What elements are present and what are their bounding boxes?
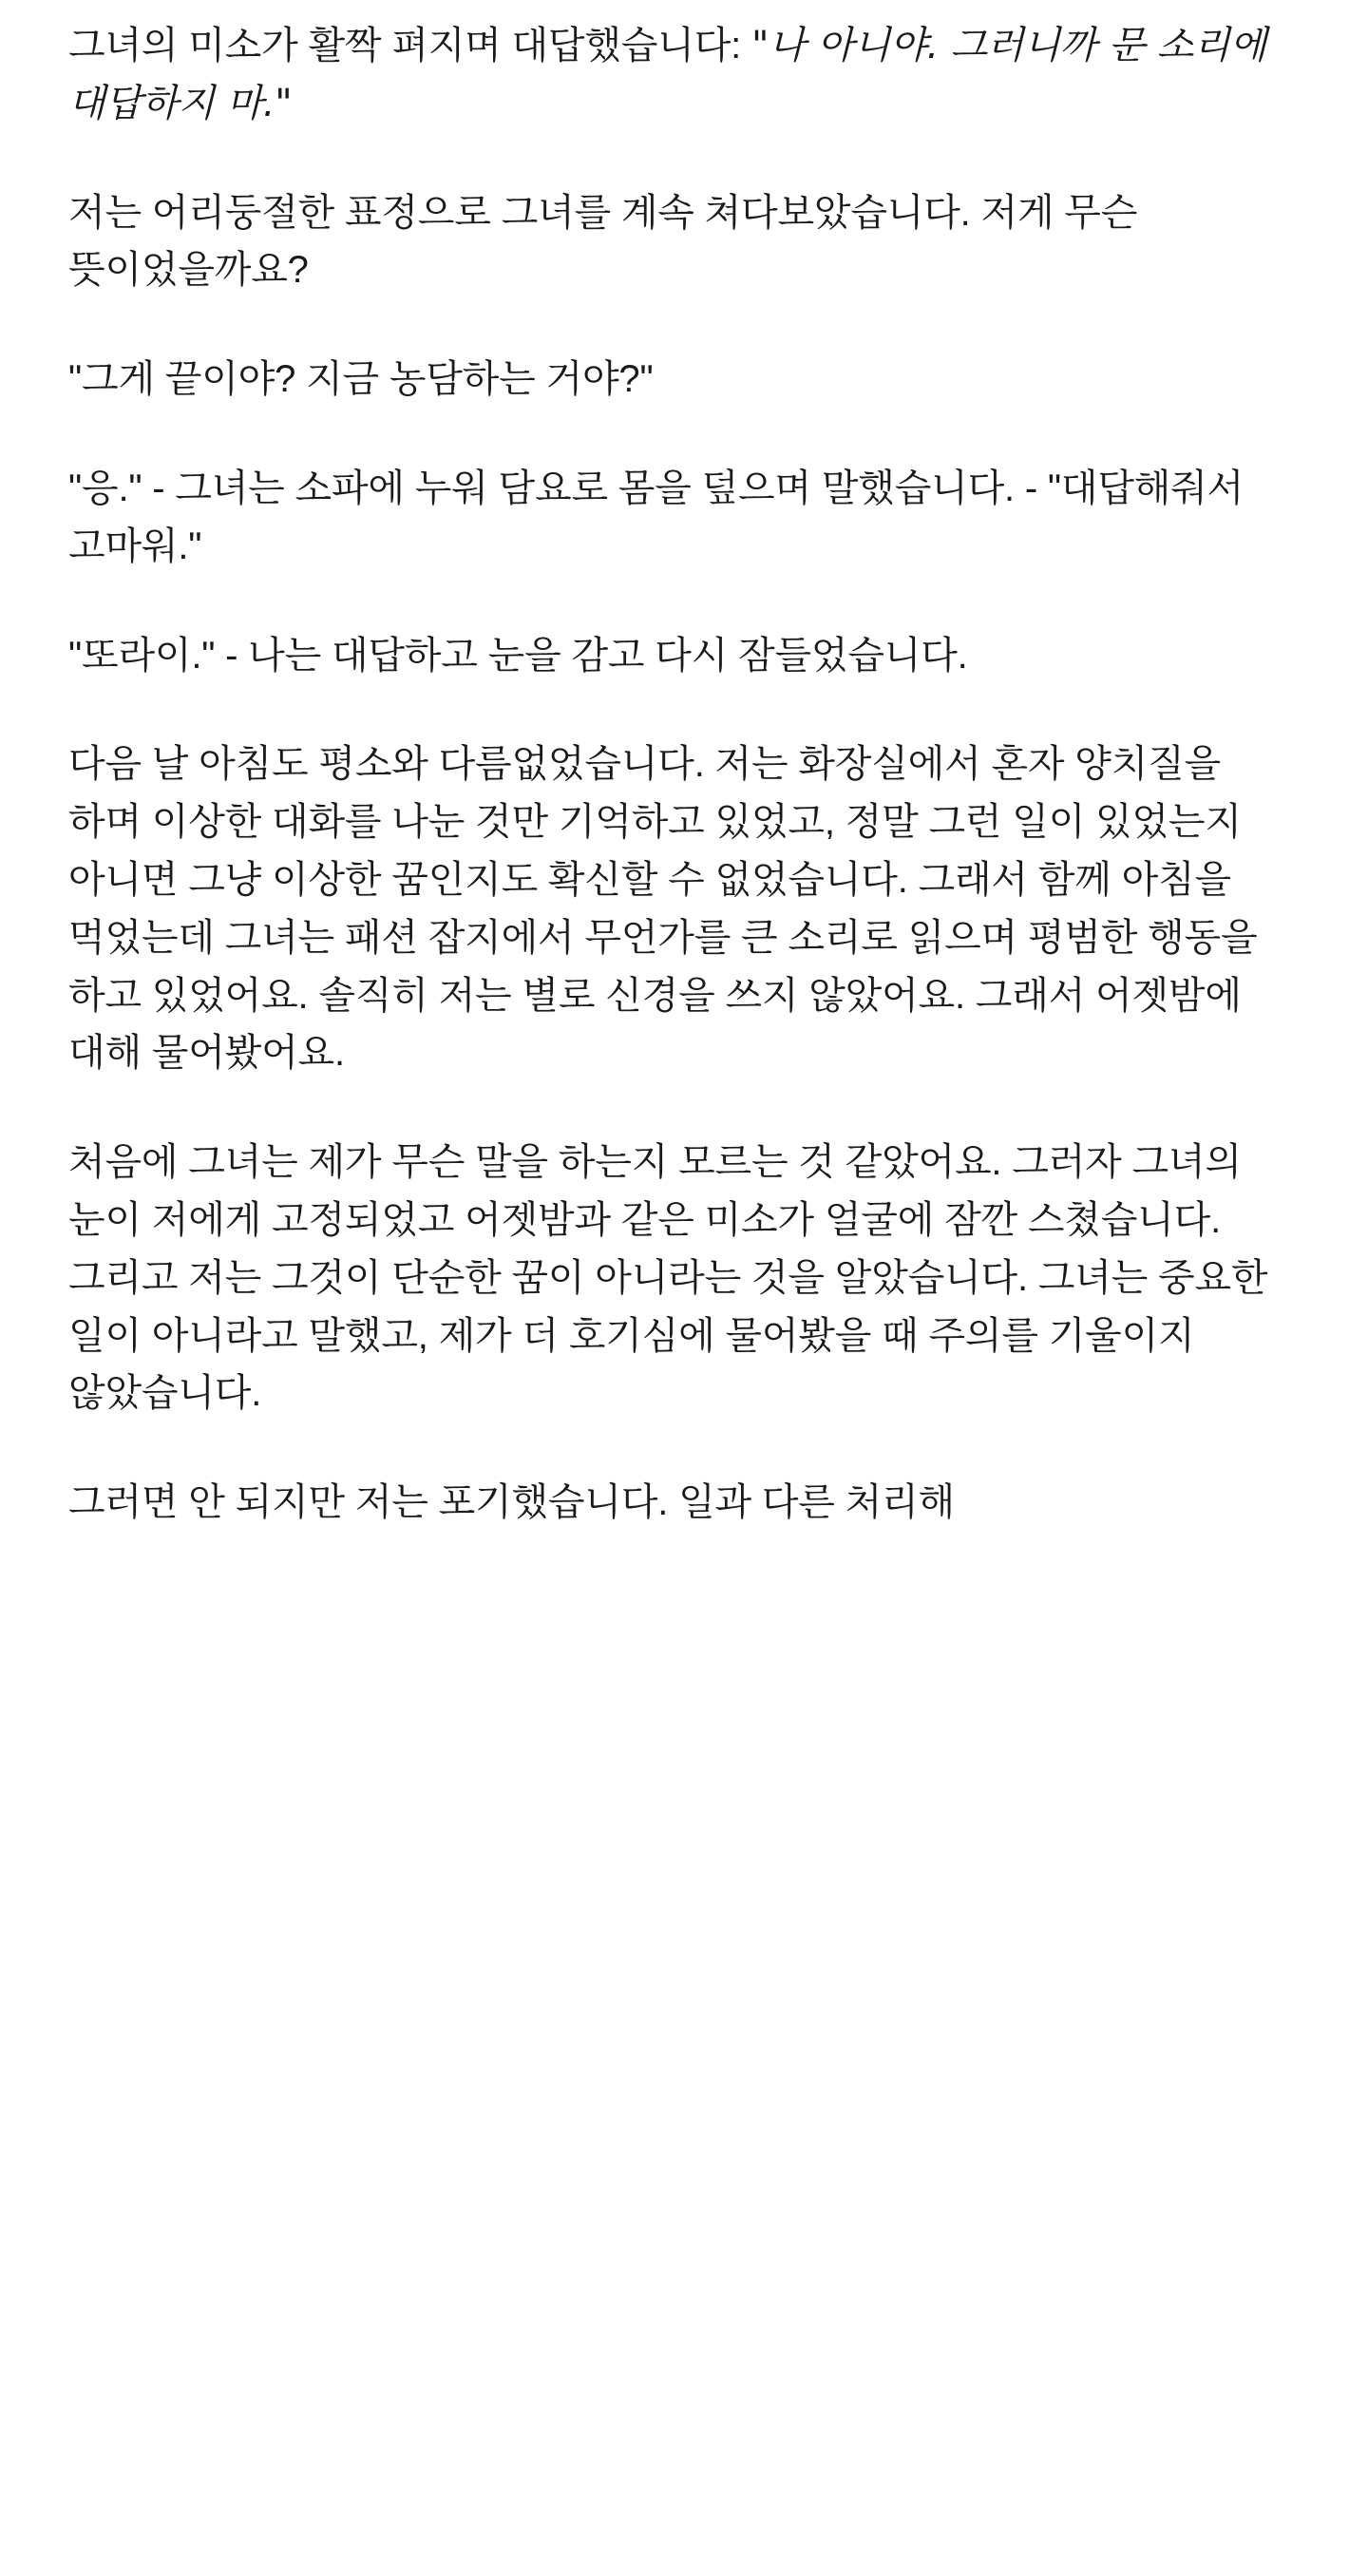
- paragraph-8: 그러면 안 되지만 저는 포기했습니다. 일과 다른 처리해: [68, 1481, 955, 1524]
- paragraph-7: 처음에 그녀는 제가 무슨 말을 하는지 모르는 것 같았어요. 그러자 그녀의 눈이 저에게 고정되었고 어젯밤과 같은 미소가 얼굴에 잠깐 스쳤습니다. 그리고 저는 그것이 단순한 꿈이 아니라는 것을 알았습니다. 그녀는 중요한 일이 아니라고 말했고, 제가 더 호기심에 물어봤을 때 주의를 기울이지 않았습니다.: [68, 1141, 1279, 1415]
- paragraph-5: "또라이." - 나는 대답하고 눈을 감고 다시 잠들었습니다.: [68, 634, 968, 677]
- paragraph-1-italic-quote: "나 아니야. 그러니까 문 소리에 대답하지 마.": [68, 24, 1279, 125]
- paragraph-4: "응." - 그녀는 소파에 누워 담요로 몸을 덮으며 말했습니다. - "대답해줘서 고마워.": [68, 467, 1254, 567]
- paragraph-3: "그게 끝이야? 지금 농담하는 거야?": [68, 358, 654, 401]
- paragraph-1-lead: 그녀의 미소가 활짝 펴지며 대답했습니다:: [68, 25, 751, 67]
- paragraph-6: 다음 날 아침도 평소와 다름없었습니다. 저는 화장실에서 혼자 양치질을 하며 이상한 대화를 나눈 것만 기억하고 있었고, 정말 그런 일이 있었는지 아니면 그냥 이상한 꿈인지도 확신할 수 없었습니다. 그래서 함께 아침을 먹었는데 그녀는 패션 잡지에서 무언가를 큰 소리로 읽으며 평범한 행동을 하고 있었어요. 솔직히 저는 별로 신경을 쓰지 않았어요. 그래서 어젯밤에 대해 물어봤어요.: [68, 743, 1268, 1075]
- paragraph-1: [68, 17, 1300, 133]
- paragraph-2: 저는 어리둥절한 표정으로 그녀를 계속 쳐다보았습니다. 저게 무슨 뜻이었을까요?: [68, 191, 1149, 292]
